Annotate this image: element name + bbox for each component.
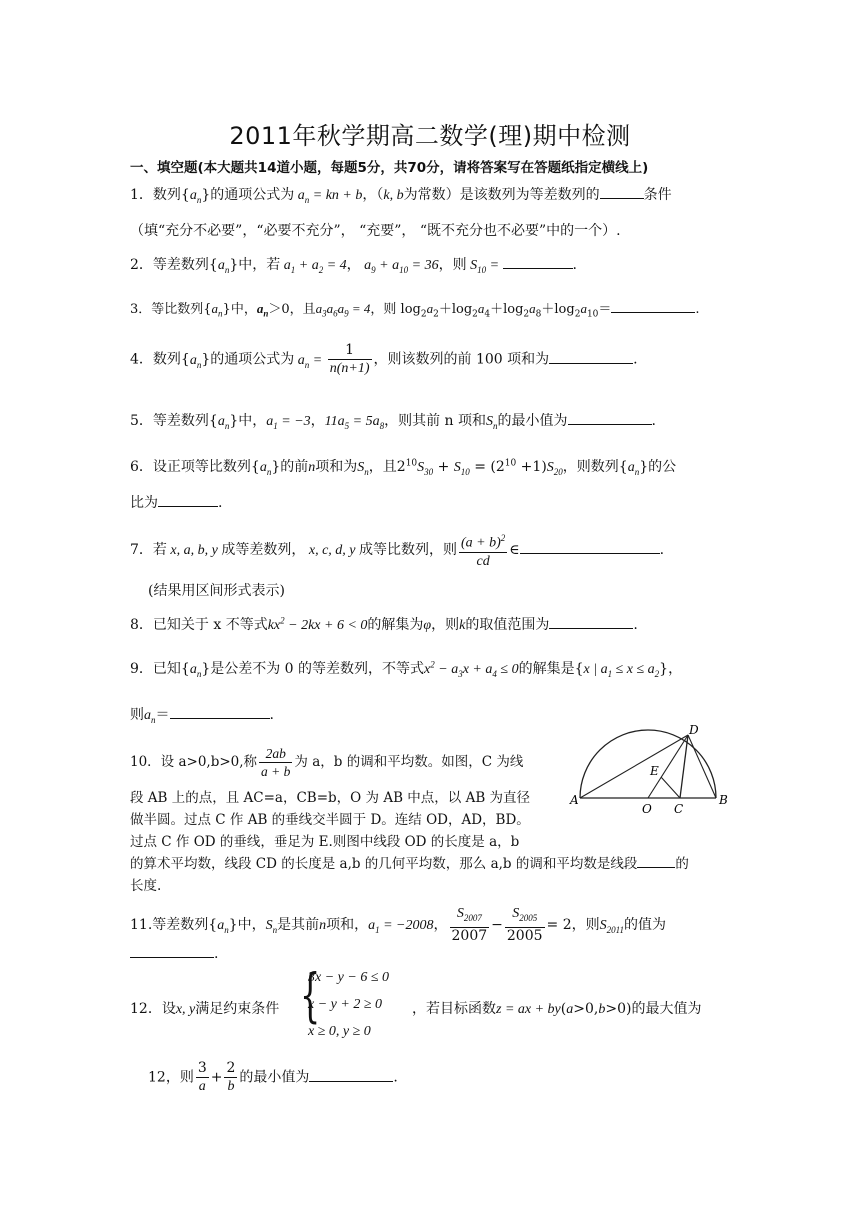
label-e: E <box>650 764 659 778</box>
segment-bd <box>688 735 716 798</box>
question-5: 5．等差数列$\{a_n\}$中，$a_1 = -3$，$11a_5 = 5a_8$，则其前 n 项和$S_n$的最小值为 . <box>130 413 656 431</box>
semicircle-arc <box>580 730 716 798</box>
question-3: 3．等比数列$\{a_n\}$中，$a_n>0$，且$a_3a_6a_9 = 4$，则 $\log_2a_2+\log_2a_4+\log_2a_8+\log_2a_{10}=$ . <box>130 301 700 320</box>
label-a: A <box>570 793 579 807</box>
question-1: 1．数列$\{a_n\}$的通项公式为 $a_n$ = kn + b，（k, b为常数）是该数列为等差数列的 条件 <box>130 187 672 205</box>
segment-cd <box>680 735 688 798</box>
question-10-line6: 长度. <box>130 878 162 894</box>
label-b: B <box>719 793 728 807</box>
question-10-line5: 的算术平均数，线段 CD 的长度是 a,b 的几何平均数，那么 a,b 的调和平均数是线段 的 <box>130 856 689 872</box>
question-4: 4．数列$\{a_n\}$的通项公式为 $a_n$ = $\frac{1}{n(n+1)}$ ，则该数列的前 100 项和为 . <box>130 342 638 376</box>
constraint-3: x ≥ 0, y ≥ 0 <box>308 1024 371 1039</box>
question-11: 11.等差数列$\{a_n\}$中，$S_n$是其前n项和，$a_1 = -2008$， $\frac{S_{2007}}{2007}$ − $\frac{S_{2005}}{2005}$ = 2，则$S_{2011}$的值为 <box>130 906 666 944</box>
question-12: 12．设x, y满足约束条件 <box>130 1001 280 1017</box>
question-7-note: (结果用区间形式表示) <box>148 583 285 599</box>
constraint-brace: { <box>300 961 321 1029</box>
label-d: D <box>689 723 699 737</box>
question-10: 10．设 a>0,b>0,称 $\frac{2ab}{a + b}$ 为 a，b 的调和平均数。如图，C 为线 <box>130 746 524 779</box>
constraint-2: x − y + 2 ≥ 0 <box>308 997 383 1012</box>
question-6: 6．设正项等比数列$\{a_n\}$的前n项和为$S_n$，且$2^{10}S_{30} + S_{10} = (2^{10} +1)S_{20}$，则数列$\{a_n\}$的公 <box>130 458 677 477</box>
question-11-cont: . <box>130 944 218 962</box>
question-10-line2: 段 AB 上的点，且 AC=a，CB=b，O 为 AB 中点，以 AB 为直径 <box>130 790 531 806</box>
question-1-hint: （填“充分不必要”，“必要不充分”， “充要”， “既不充分也不必要”中的一个）. <box>130 223 621 239</box>
question-9: 9．已知$\{a_n\}$是公差不为 0 的等差数列，不等式$x^2 - a_3x + a_4 \le 0$的解集是{x | $a_1 \le x \le a_2$}， <box>130 659 683 679</box>
page-title: 2011年秋学期高二数学(理)期中检测 <box>229 122 631 150</box>
question-10-line4: 过点 C 作 OD 的垂线，垂足为 E.则图中线段 OD 的长度是 a，b <box>130 834 520 850</box>
question-2: 2．等差数列$\{a_n\}$中，若 $a_1 + a_2 = 4$， $a_9 + a_{10} = 36$，则 $S_{10}$ = . <box>130 257 577 275</box>
question-6-cont: 比为 . <box>130 495 223 511</box>
label-o: O <box>642 802 652 816</box>
semicircle-figure <box>568 720 738 820</box>
question-7: 7．若 x, a, b, y 成等差数列， x, c, d, y 成等比数列，则 $\frac{(a + b)^2}{cd}$ ∈ . <box>130 530 664 570</box>
section-heading: 一、填空题(本大题共14道小题，每题5分，共70分，请将答案写在答题纸指定横线上) <box>130 160 649 176</box>
label-c: C <box>674 802 684 816</box>
question-9-cont: 则$a_n=$ . <box>130 707 274 725</box>
segment-ce <box>661 777 680 798</box>
question-12-objective: ，若目标函数z = ax + by(a>0,b>0)的最大值为 <box>412 1001 702 1017</box>
question-12-cont: 12，则 $\frac{3}{a}$ + $\frac{2}{b}$ 的最小值为 . <box>148 1060 398 1094</box>
question-8: 8．已知关于 x 不等式$kx^2 - 2kx + 6 < 0$的解集为φ，则k的取值范围为 . <box>130 615 638 633</box>
constraint-1: 3x − y − 6 ≤ 0 <box>308 970 390 985</box>
question-10-line3: 做半圆。过点 C 作 AB 的垂线交半圆于 D。连结 OD，AD，BD。 <box>130 812 530 828</box>
